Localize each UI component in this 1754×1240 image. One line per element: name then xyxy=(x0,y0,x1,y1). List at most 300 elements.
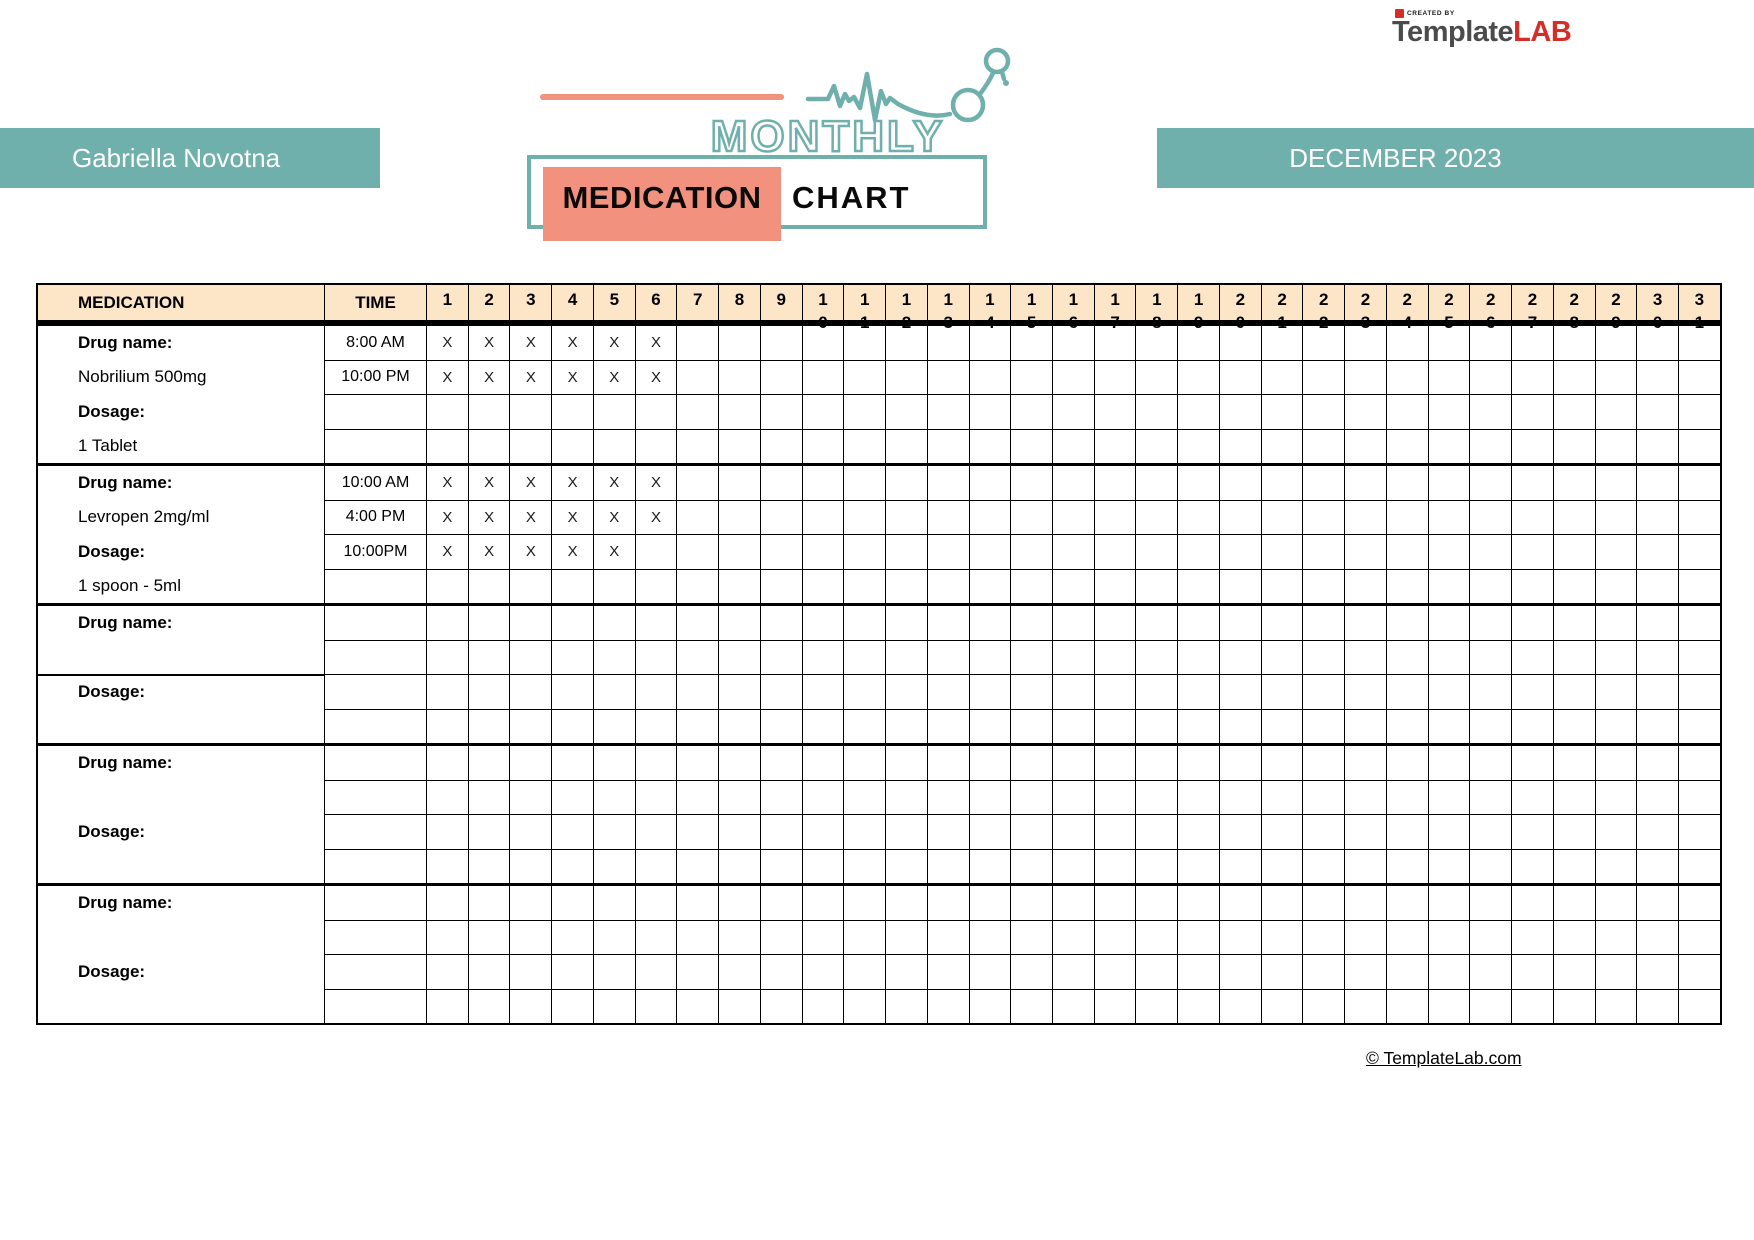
day-cell xyxy=(1178,990,1220,1024)
day-column-header xyxy=(1136,285,1178,332)
day-cell xyxy=(928,886,970,920)
day-cell xyxy=(1303,990,1345,1024)
day-cell xyxy=(886,466,928,500)
day-cell xyxy=(1345,641,1387,675)
day-column-header xyxy=(1679,285,1720,332)
day-cell xyxy=(844,501,886,535)
day-cell xyxy=(1011,781,1053,815)
day-cell xyxy=(970,535,1012,569)
day-cell xyxy=(1512,850,1554,884)
day-cell xyxy=(594,710,636,744)
day-cell xyxy=(1596,710,1638,744)
day-column-header xyxy=(1637,285,1679,332)
day-cell xyxy=(1596,430,1638,464)
day-cell xyxy=(1596,535,1638,569)
day-cell xyxy=(803,990,845,1024)
day-cell xyxy=(1429,675,1471,709)
day-cell xyxy=(1220,886,1262,920)
time-cell: 10:00 PM xyxy=(325,361,427,395)
day-cell xyxy=(510,746,552,780)
day-column-header xyxy=(1262,285,1304,332)
day-number: 1 4 xyxy=(985,290,995,332)
day-cell xyxy=(1596,395,1638,429)
day-cell xyxy=(1011,501,1053,535)
day-cell xyxy=(510,781,552,815)
medication-line: Drug name: xyxy=(78,893,173,913)
day-cell xyxy=(594,430,636,464)
day-cell xyxy=(719,641,761,675)
day-cell xyxy=(1554,395,1596,429)
day-cell: X xyxy=(594,361,636,395)
day-cell xyxy=(1303,850,1345,884)
month-banner xyxy=(1157,128,1754,188)
day-cell xyxy=(1303,955,1345,989)
day-cell xyxy=(427,886,469,920)
day-cell xyxy=(427,955,469,989)
day-cell xyxy=(677,710,719,744)
day-number: 1 xyxy=(442,290,453,309)
day-cell xyxy=(761,781,803,815)
day-cell xyxy=(427,921,469,955)
day-cell xyxy=(594,990,636,1024)
day-cell xyxy=(469,781,511,815)
day-cell xyxy=(1262,710,1304,744)
time-cell xyxy=(325,850,427,884)
day-cell xyxy=(1429,746,1471,780)
day-cell: X xyxy=(552,361,594,395)
day-cell xyxy=(1637,815,1679,849)
day-cell xyxy=(886,921,928,955)
day-cell xyxy=(1429,921,1471,955)
day-cell xyxy=(1095,326,1137,360)
day-cell xyxy=(1470,326,1512,360)
templatelab-logo xyxy=(1392,8,1571,47)
day-cell xyxy=(594,886,636,920)
day-cell: X xyxy=(594,535,636,569)
day-cell xyxy=(1011,570,1053,604)
day-cell xyxy=(1429,535,1471,569)
medication-cell xyxy=(38,886,325,1023)
day-cell xyxy=(1429,501,1471,535)
day-cell xyxy=(886,886,928,920)
day-cell xyxy=(1053,606,1095,640)
table-row xyxy=(325,535,1720,570)
day-cell: X xyxy=(427,326,469,360)
day-cell xyxy=(510,641,552,675)
day-cell xyxy=(1679,815,1720,849)
day-cell xyxy=(469,955,511,989)
day-cell xyxy=(1679,710,1720,744)
day-cell xyxy=(1512,501,1554,535)
medication-group xyxy=(38,323,1720,463)
day-cell xyxy=(1136,570,1178,604)
day-cell xyxy=(1053,501,1095,535)
day-column-header xyxy=(1095,285,1137,332)
day-cell xyxy=(1512,746,1554,780)
group-grid xyxy=(325,606,1720,743)
time-cell xyxy=(325,641,427,675)
day-column-header xyxy=(594,285,636,320)
day-number: 2 3 xyxy=(1360,290,1371,332)
day-cell xyxy=(1053,781,1095,815)
day-cell xyxy=(928,955,970,989)
day-cell xyxy=(1387,710,1429,744)
day-cell xyxy=(803,326,845,360)
day-cell xyxy=(1429,955,1471,989)
day-cell xyxy=(1596,466,1638,500)
brand-template: Template xyxy=(1392,16,1514,48)
day-cell xyxy=(719,430,761,464)
day-cell xyxy=(1053,466,1095,500)
day-cell xyxy=(469,570,511,604)
day-cell xyxy=(1136,641,1178,675)
day-cell xyxy=(636,990,678,1024)
day-number: 1 2 xyxy=(901,290,912,332)
day-cell xyxy=(1512,955,1554,989)
day-cell xyxy=(1345,675,1387,709)
day-cell xyxy=(469,430,511,464)
day-cell xyxy=(469,990,511,1024)
day-cell: X xyxy=(552,501,594,535)
day-cell xyxy=(1512,921,1554,955)
day-cell xyxy=(928,781,970,815)
day-cell xyxy=(886,501,928,535)
day-cell xyxy=(636,955,678,989)
day-cell xyxy=(886,395,928,429)
day-cell xyxy=(761,501,803,535)
day-cell xyxy=(1345,886,1387,920)
day-cell xyxy=(1136,955,1178,989)
day-cell xyxy=(844,430,886,464)
day-cell xyxy=(761,535,803,569)
day-cell xyxy=(803,535,845,569)
day-cell: X xyxy=(469,326,511,360)
day-cell xyxy=(970,430,1012,464)
day-cell xyxy=(886,430,928,464)
day-cell xyxy=(1387,850,1429,884)
day-number: 2 2 xyxy=(1319,290,1329,332)
medication-group xyxy=(38,743,1720,883)
day-cell xyxy=(1637,710,1679,744)
day-cell xyxy=(1679,606,1720,640)
day-cell xyxy=(1220,781,1262,815)
day-cell xyxy=(1679,361,1720,395)
day-cell: X xyxy=(510,501,552,535)
day-cell xyxy=(886,746,928,780)
day-cell xyxy=(1095,430,1137,464)
day-cell xyxy=(1011,921,1053,955)
day-cell xyxy=(1178,430,1220,464)
day-cell xyxy=(1679,501,1720,535)
day-cell: X xyxy=(636,326,678,360)
day-cell xyxy=(761,886,803,920)
day-cell xyxy=(1637,990,1679,1024)
day-cell xyxy=(719,361,761,395)
day-cell xyxy=(803,850,845,884)
day-cell xyxy=(1011,430,1053,464)
day-cell xyxy=(1387,361,1429,395)
day-cell xyxy=(1554,430,1596,464)
day-cell xyxy=(1136,606,1178,640)
day-cell xyxy=(677,886,719,920)
day-cell xyxy=(1011,395,1053,429)
day-cell xyxy=(844,886,886,920)
table-row xyxy=(325,990,1720,1024)
day-cell xyxy=(1387,326,1429,360)
day-cell xyxy=(1429,781,1471,815)
day-cell xyxy=(510,395,552,429)
day-column-header xyxy=(636,285,678,320)
day-cell xyxy=(1095,395,1137,429)
day-number: 2 4 xyxy=(1402,290,1412,332)
day-cell xyxy=(928,361,970,395)
day-cell xyxy=(552,990,594,1024)
time-cell xyxy=(325,815,427,849)
day-column-header xyxy=(1345,285,1387,332)
day-cell xyxy=(1262,466,1304,500)
day-cell xyxy=(1387,955,1429,989)
day-cell xyxy=(1220,430,1262,464)
day-cell xyxy=(761,326,803,360)
day-cell xyxy=(886,570,928,604)
day-cell xyxy=(1178,815,1220,849)
day-cell xyxy=(1596,921,1638,955)
day-cell xyxy=(677,570,719,604)
day-cell xyxy=(510,850,552,884)
day-cell xyxy=(1220,361,1262,395)
day-cell xyxy=(1095,570,1137,604)
day-column-header xyxy=(803,285,845,332)
medication-table xyxy=(36,283,1722,1025)
day-cell xyxy=(844,990,886,1024)
medication-cell xyxy=(38,606,325,743)
day-cell xyxy=(552,955,594,989)
medication-line: Dosage: xyxy=(78,401,146,421)
day-cell: X xyxy=(636,466,678,500)
day-cell xyxy=(1178,675,1220,709)
day-cell xyxy=(1303,430,1345,464)
day-cell xyxy=(928,535,970,569)
day-cell xyxy=(1178,606,1220,640)
day-column-header xyxy=(552,285,594,320)
day-number: 3 xyxy=(526,290,536,309)
day-cell xyxy=(1345,570,1387,604)
day-cell xyxy=(803,815,845,849)
day-cell xyxy=(970,990,1012,1024)
day-cell xyxy=(636,815,678,849)
day-cell xyxy=(928,641,970,675)
day-cell xyxy=(1095,781,1137,815)
day-cell xyxy=(1345,955,1387,989)
day-cell xyxy=(761,990,803,1024)
day-cell xyxy=(1095,886,1137,920)
day-cell xyxy=(1136,886,1178,920)
day-cell xyxy=(803,501,845,535)
day-cell xyxy=(1470,361,1512,395)
day-cell xyxy=(719,815,761,849)
day-cell xyxy=(1053,886,1095,920)
day-cell xyxy=(886,361,928,395)
day-cell xyxy=(1220,570,1262,604)
day-cell xyxy=(1053,535,1095,569)
day-cell xyxy=(1596,326,1638,360)
day-cell xyxy=(1011,535,1053,569)
table-row xyxy=(325,326,1720,361)
day-cell xyxy=(1136,326,1178,360)
day-cell xyxy=(719,395,761,429)
medication-line: Dosage: xyxy=(78,541,146,561)
day-cell xyxy=(427,850,469,884)
day-cell xyxy=(677,430,719,464)
day-cell xyxy=(469,921,511,955)
day-cell xyxy=(803,466,845,500)
day-cell xyxy=(1095,361,1137,395)
day-cell xyxy=(1053,710,1095,744)
day-cell xyxy=(719,535,761,569)
day-column-header xyxy=(1429,285,1471,332)
day-cell xyxy=(552,675,594,709)
day-cell xyxy=(1345,990,1387,1024)
day-cell xyxy=(886,675,928,709)
day-cell xyxy=(719,606,761,640)
day-cell xyxy=(1637,955,1679,989)
day-cell xyxy=(427,675,469,709)
time-cell: 8:00 AM xyxy=(325,326,427,360)
time-cell xyxy=(325,606,427,640)
day-cell xyxy=(1011,326,1053,360)
day-cell xyxy=(427,641,469,675)
table-row xyxy=(325,466,1720,501)
day-cell xyxy=(636,395,678,429)
day-number: 1 0 xyxy=(818,290,828,332)
day-cell xyxy=(1220,921,1262,955)
day-cell xyxy=(1679,850,1720,884)
day-cell xyxy=(803,955,845,989)
day-cell xyxy=(1470,781,1512,815)
day-cell xyxy=(1429,395,1471,429)
day-cell: X xyxy=(469,501,511,535)
day-cell xyxy=(1011,675,1053,709)
day-cell xyxy=(1470,990,1512,1024)
day-cell xyxy=(1262,361,1304,395)
table-row xyxy=(325,641,1720,676)
day-cell xyxy=(1429,326,1471,360)
day-cell xyxy=(1429,710,1471,744)
day-cell xyxy=(1596,781,1638,815)
day-cell xyxy=(1554,570,1596,604)
day-number: 5 xyxy=(609,290,620,309)
day-cell: X xyxy=(510,326,552,360)
day-cell: X xyxy=(594,326,636,360)
day-cell xyxy=(1512,466,1554,500)
day-cell xyxy=(594,641,636,675)
day-cell xyxy=(970,606,1012,640)
day-cell xyxy=(1637,746,1679,780)
day-cell xyxy=(1345,815,1387,849)
day-cell xyxy=(1053,990,1095,1024)
day-cell xyxy=(928,850,970,884)
day-column-header xyxy=(1596,285,1638,332)
day-cell xyxy=(1679,535,1720,569)
day-cell xyxy=(1554,535,1596,569)
day-cell xyxy=(1679,955,1720,989)
day-cell xyxy=(1303,466,1345,500)
day-cell xyxy=(510,955,552,989)
day-cell xyxy=(1053,815,1095,849)
day-cell xyxy=(594,606,636,640)
day-cell xyxy=(552,781,594,815)
day-cell xyxy=(1262,815,1304,849)
group-grid xyxy=(325,326,1720,463)
table-row xyxy=(325,746,1720,781)
day-cell xyxy=(1512,326,1554,360)
day-cell xyxy=(844,466,886,500)
day-cell xyxy=(1637,606,1679,640)
day-cell xyxy=(1303,606,1345,640)
day-cell xyxy=(677,361,719,395)
day-cell xyxy=(1136,501,1178,535)
day-cell xyxy=(1053,641,1095,675)
day-cell: X xyxy=(469,535,511,569)
table-header-row xyxy=(38,285,1720,332)
templatelab-footer-link[interactable]: © TemplateLab.com xyxy=(1366,1048,1522,1068)
table-row xyxy=(325,921,1720,956)
day-cell xyxy=(886,850,928,884)
day-cell xyxy=(803,570,845,604)
day-cell xyxy=(1095,921,1137,955)
day-cell xyxy=(761,675,803,709)
day-cell xyxy=(1596,746,1638,780)
day-cell xyxy=(761,395,803,429)
day-cell xyxy=(1262,921,1304,955)
day-cell xyxy=(469,675,511,709)
day-cell xyxy=(1429,850,1471,884)
day-cell xyxy=(1262,501,1304,535)
day-cell xyxy=(1679,921,1720,955)
medication-line: Levropen 2mg/ml xyxy=(78,507,210,527)
day-cell xyxy=(469,606,511,640)
day-cell xyxy=(970,501,1012,535)
day-cell xyxy=(1345,535,1387,569)
day-cell xyxy=(1136,990,1178,1024)
day-cell: X xyxy=(427,361,469,395)
day-cell: X xyxy=(552,535,594,569)
day-cell xyxy=(1429,570,1471,604)
day-cell xyxy=(1554,815,1596,849)
day-cell xyxy=(1095,815,1137,849)
day-cell xyxy=(1512,886,1554,920)
day-column-header xyxy=(970,285,1012,332)
table-row xyxy=(325,675,1720,710)
day-cell xyxy=(1303,535,1345,569)
day-cell xyxy=(552,430,594,464)
day-cell xyxy=(844,955,886,989)
logo-word-monthly: MONTHLY xyxy=(710,112,946,161)
brand-lab: LAB xyxy=(1513,16,1572,48)
day-cell xyxy=(1011,990,1053,1024)
day-cell xyxy=(970,570,1012,604)
group-grid xyxy=(325,746,1720,883)
day-cell xyxy=(1637,675,1679,709)
day-cell xyxy=(1262,746,1304,780)
day-number: 2 0 xyxy=(1235,290,1246,332)
day-cell xyxy=(761,746,803,780)
day-cell xyxy=(1637,781,1679,815)
day-cell xyxy=(469,710,511,744)
day-cell xyxy=(1262,675,1304,709)
day-cell xyxy=(761,641,803,675)
day-cell xyxy=(1679,570,1720,604)
